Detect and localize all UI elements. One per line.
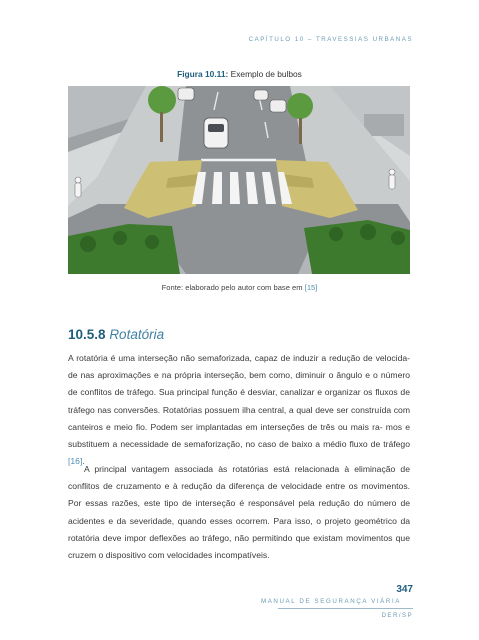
figure-caption-text: Exemplo de bulbos (228, 69, 302, 79)
pedestrian-left (75, 177, 81, 197)
paragraph-1-ref[interactable]: [16] (68, 456, 83, 467)
grass-right (304, 220, 410, 274)
footer-divider (278, 608, 413, 609)
figure-source (0, 283, 479, 292)
figure-source-text: Fonte: elaborado pelo autor com base em (161, 283, 305, 292)
shrub (80, 236, 96, 252)
shrub (391, 231, 405, 245)
footer-org: DER/SP (381, 612, 413, 619)
page-number: 347 (396, 584, 413, 595)
car-far-left (178, 88, 194, 100)
figure-source-ref[interactable]: [15] (304, 283, 318, 292)
section-heading (68, 327, 164, 342)
section-number: 10.5.8 (68, 327, 106, 342)
street-bulbs-illustration (68, 86, 410, 274)
paragraph-1-text: A rotatória é uma interseção não semaforizada, capaz de induzir a redução de velocida- de nas aproximações e na própria interseção, bem como, diminuir o ângulo e o número de conflitos de tráfego. Sua principal função é desviar, canalizar e organizar os fluxos de tráfego nas conversões. Rotatórias possuem ilha central, a qual deve ser construída com canteiros e meio fio. Podem ser implantadas em interseções de três ou mais ra- mos e substituem a necessidade de semaforização, no caso de baixo a médio fluxo de tráfego (68, 353, 410, 450)
shrub (360, 224, 376, 240)
shrub (329, 227, 343, 241)
car-center (204, 118, 228, 148)
paragraph-1-end: . (82, 456, 85, 467)
figure-caption (0, 69, 479, 79)
illustration-svg (68, 86, 410, 274)
footer-manual-title: MANUAL DE SEGURANÇA VIÁRIA (260, 598, 401, 605)
section-title: Rotatória (109, 327, 165, 342)
tree-right (287, 93, 313, 119)
paragraph-2: A principal vantagem associada às rotatórias está relacionada à eliminação de conflitos de cruzamento e à redução da diferença de velocidade entre os movimentos. Por essas razões, este tipo de interseção é responsável pela redução do número de acidentes e da severidade, quando esses ocorrem. Para isso, o projeto geométrico da rotatória deve impor deflexões ao tráfego, não permitindo que existam movimentos que cruzem o dispositivo com velocidades incompatíveis. (68, 464, 410, 561)
chapter-header: CAPÍTULO 10 – TRAVESSIAS URBANAS (248, 36, 413, 43)
tree-trunk (160, 112, 163, 142)
paragraph-1 (68, 350, 410, 470)
tree-trunk (299, 118, 302, 144)
pedestrian-right (389, 169, 395, 189)
shrub (145, 235, 159, 249)
tree-left (148, 86, 176, 114)
figure-label: Figura 10.11: (177, 69, 229, 79)
building-right-window (364, 114, 404, 136)
shrub (113, 231, 127, 245)
